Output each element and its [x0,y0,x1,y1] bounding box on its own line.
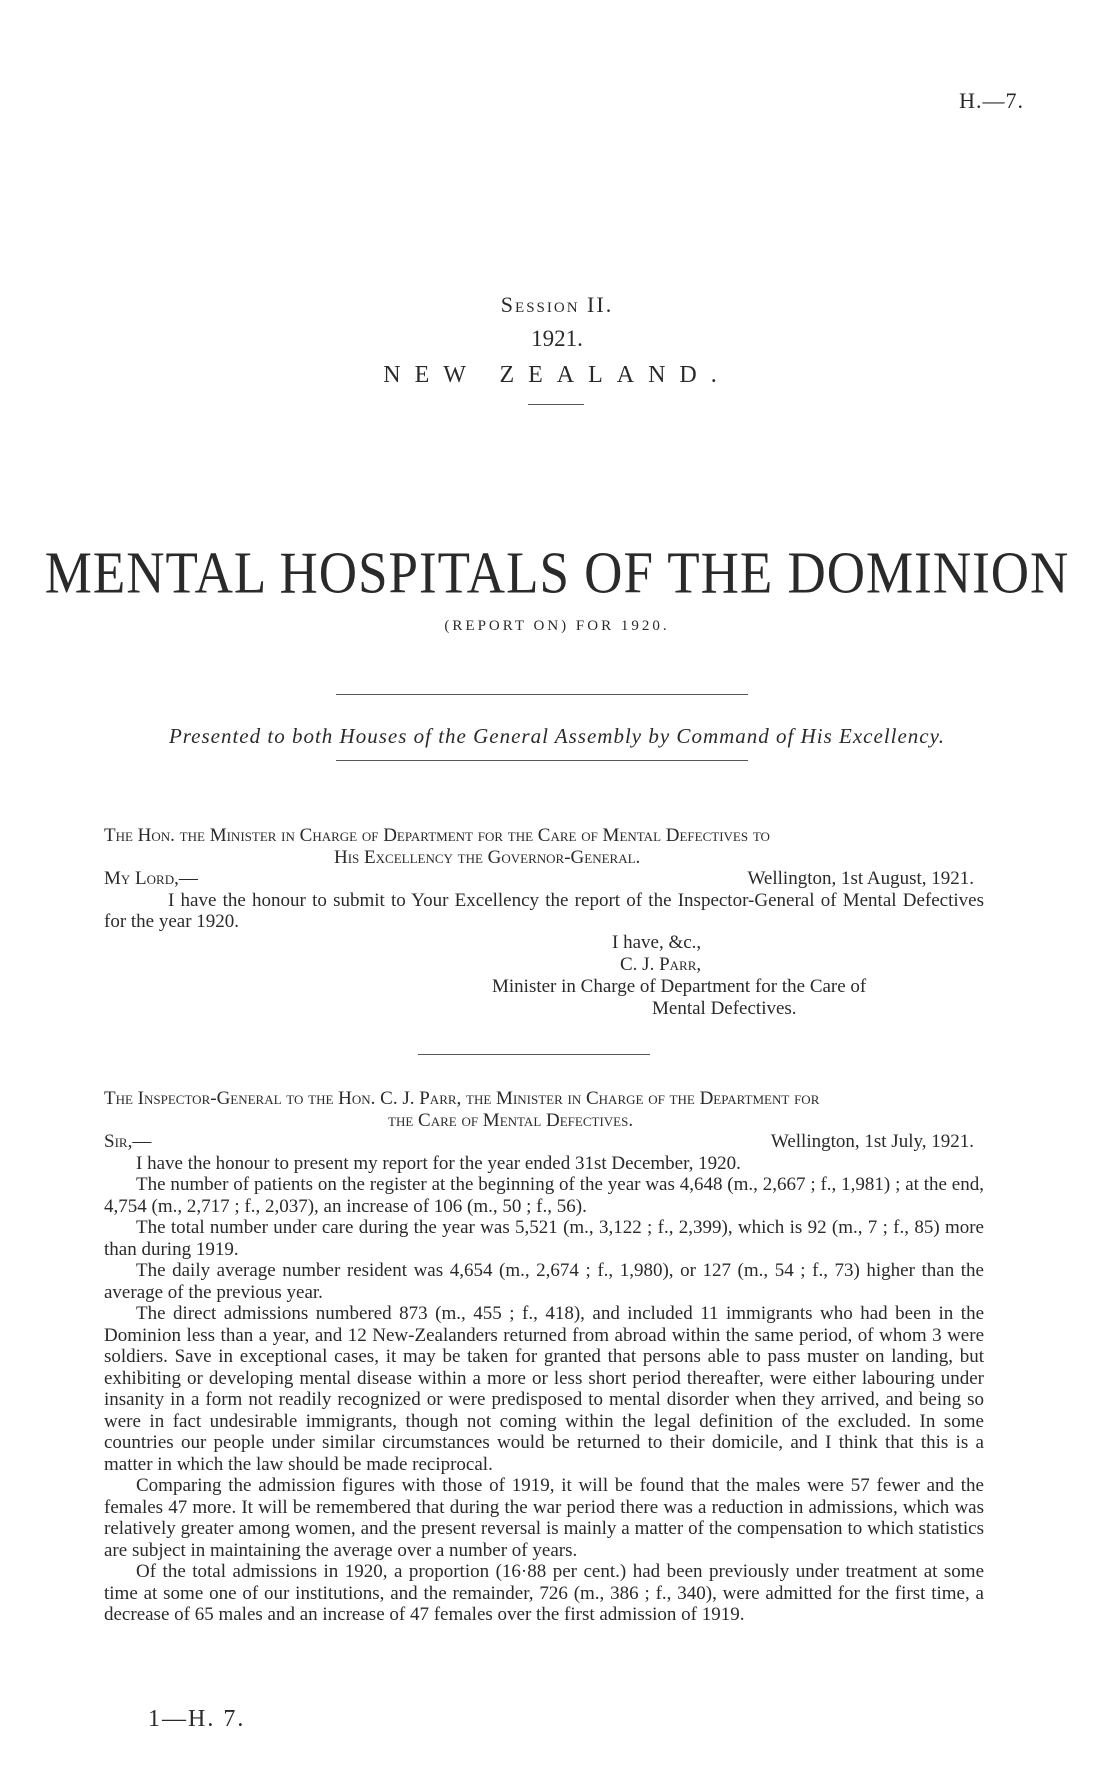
salutation: My Lord,— [104,868,198,889]
closing: I have, &c., [612,932,702,953]
report-paragraph: Comparing the admission figures with those of 1919, it will be found that the males were 57 fewer and the females 47 more. It will be remembered that during the war period there was a reduction in admissions, which was relatively greater among women, and the present reversal is mainly a matter of the compensation to which statistics are subject in maintaining the average over a number of years. [104,1475,984,1561]
place-date: Wellington, 1st August, 1921. [747,868,974,889]
presented-line: Presented to both Houses of the General Assembly by Command of His Excellency. [168,724,946,748]
paper-reference: H.—7. [959,88,1024,113]
report-paragraph: Of the total admissions in 1920, a proportion (16·88 per cent.) had been previously under treatment at some time at some one of our institutions, and the remainder, 726 (m., 386 ; f., 340), were admitted for the first time, a decrease of 65 males and an increase of 47 females over the first admission of 1919. [104,1561,984,1625]
country-label: NEW ZEALAND. [383,362,731,388]
letter-heading: The Inspector-General to the Hon. C. J. Parr, the Minister in Charge of the Department for [104,1088,820,1109]
signatory-title: Minister in Charge of Department for the Care of [492,976,867,997]
report-paragraph: The total number under care during the year was 5,521 (m., 3,122 ; f., 2,399), which is 92 (m., 7 ; f., 85) more than during 1919. [104,1217,984,1260]
signatory-title-continued: Mental Defectives. [652,998,797,1019]
letter-body: I have the honour to submit to Your Excellency the report of the Inspector-General of Mental Defectives for the year 1920. [104,889,984,932]
sheet-signature: 1—H. 7. [148,1706,246,1732]
salutation: Sir,— [104,1131,152,1152]
divider-rule [418,1054,650,1055]
letter-heading: The Hon. the Minister in Charge of Department for the Care of Mental Defectives to [104,825,770,846]
report-paragraph: The direct admissions numbered 873 (m., 455 ; f., 418), and included 11 immigrants who had been in the Dominion less than a year, and 12 New-Zealanders returned from abroad within the same period, of whom 3 were soldiers. Save in exceptional cases, it may be taken for granted that persons able to pass muster on landing, but exhibiting or developing mental disease within a more or less short period thereafter, were either labouring under insanity in a form not readily recognized or were predisposed to mental disorder when they arrived, and being so were in fact undesirable immigrants, though not coming within the legal definition of the excluded. In some countries our people under similar circumstances would be returned to their domicile, and I think that this is a matter in which the law should be made reciprocal. [104,1303,984,1475]
report-paragraph: The number of patients on the register at the beginning of the year was 4,648 (m., 2,667 ; f., 1,981) ; at the end, 4,754 (m., 2,717 ; f., 2,037), an increase of 106 (m., 50 ; f., 56). [104,1174,984,1217]
divider-rule [336,694,748,695]
report-title: MENTAL HOSPITALS OF THE DOMINION [44,541,1070,607]
report-subtitle: (REPORT ON) FOR 1920. [444,618,670,634]
salutation-line [104,1131,984,1153]
letter-heading-continued: His Excellency the Governor-General. [334,846,641,868]
report-paragraph: I have the honour to present my report for the year ended 31st December, 1920. [136,1152,741,1174]
salutation-line [104,868,984,890]
letter-heading-continued: the Care of Mental Defectives. [388,1109,634,1131]
divider-rule [528,404,584,405]
year-label: 1921. [531,326,583,351]
letter-minister [104,825,984,933]
place-date: Wellington, 1st July, 1921. [770,1131,974,1152]
divider-rule [336,760,748,761]
signatory: C. J. Parr, [620,954,702,975]
letter-inspector-general [104,1088,984,1626]
report-paragraph: The daily average number resident was 4,654 (m., 2,674 ; f., 1,980), or 127 (m., 54 ; f., 73) higher than the average of the previous year. [104,1260,984,1303]
session-label: Session II. [500,292,614,317]
